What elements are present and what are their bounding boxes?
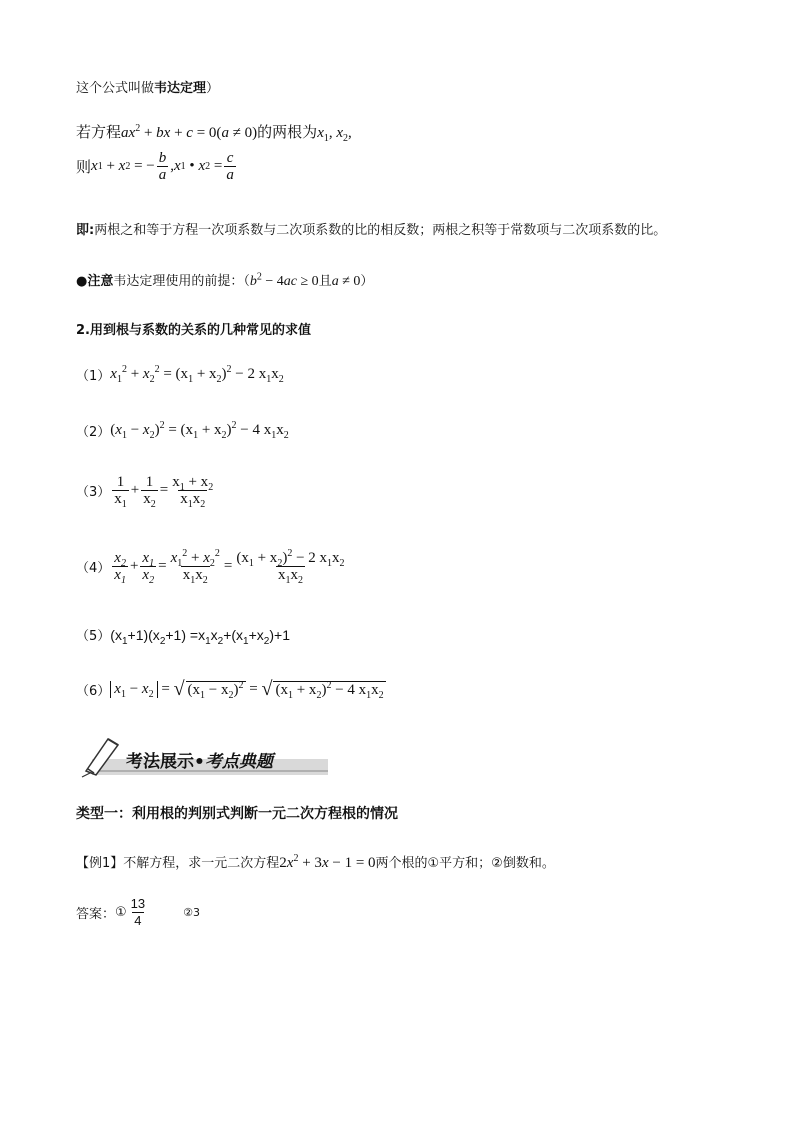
then-label: 则 (76, 158, 92, 176)
intro-suffix: ） (206, 81, 220, 96)
note-label: 注意 (87, 274, 114, 289)
answer-line (76, 896, 200, 929)
theorem-line-2 (76, 150, 238, 183)
item-number: （3） (76, 485, 111, 500)
banner-text-1: 考法展示 (126, 752, 194, 772)
item-number: （4） (76, 561, 111, 576)
bullet-icon: ● (76, 274, 88, 289)
formula-item-2 (76, 421, 289, 440)
formula-3: $\frac{1}{x_1}$ + $\frac{1}{x_2}$ = $\frac{x_1 + x_2}{x_1x_2}$ (114, 474, 214, 510)
banner-title (126, 747, 273, 772)
and-text: 且 (318, 274, 332, 289)
banner-dot: • (194, 752, 205, 772)
answer-value-2: 3 (193, 906, 201, 919)
quadratic-equation: $ax^2$ + bx + c = 0(a ≠ 0) (121, 123, 258, 141)
banner-text-2: 考点典题 (204, 752, 273, 772)
item-number: （2） (76, 425, 111, 440)
theorem-prefix: 若方程 (76, 123, 122, 141)
formula-6: $x_1 - x_2$ = √ $(x_1 - x_2)^2$ = √ $(x_1 + x_2)^2 - 4$ $x_1x_2$ (110, 678, 385, 701)
theorem-line-1 (76, 121, 352, 142)
example-1 (76, 852, 555, 872)
example-suffix: 两个根的①平方和；②倒数和。 (375, 856, 555, 871)
explanation-label: 即: (76, 223, 95, 238)
formula-5: $(x_1+1)(x_2+1) =x_1x_2+(x_1+x_2)+1$ (110, 626, 290, 647)
example-equation: $2x^2 + 3x - 1 = 0$ (279, 853, 376, 871)
intro-prefix: 这个公式叫做 (76, 81, 155, 96)
nonzero-condition: a ≠ 0 (331, 274, 361, 289)
note-line (76, 270, 373, 290)
theorem-suffix: 的两根为 (257, 123, 318, 141)
answer-fraction (129, 896, 147, 929)
formula-item-5 (76, 625, 290, 647)
formula-item-4 (76, 548, 349, 586)
formula-2: $(x_1 - x_2)^2 = (x_1 + x_2)^2 - 4$ $x_1x_2$ (110, 420, 289, 441)
intro-line (76, 77, 219, 96)
section-2-title: 2.用到根与系数的关系的几种常见的求值 (76, 323, 311, 338)
example-prefix: 不解方程，求一元二次方程 (123, 856, 280, 871)
section-banner (78, 733, 334, 779)
vieta-formulas: x 1 + x 2 = − $\frac{b}{a}$ , x 1 • x 2 = $\frac{c}{a}$ (91, 150, 234, 183)
answer-label: 答案： (76, 907, 116, 922)
theorem-name: 韦达定理 (154, 81, 207, 96)
explanation-text: 两根之和等于方程一次项系数与二次项系数的比的相反数；两根之积等于常数项与二次项系数的比。 (94, 223, 667, 238)
answer-numerator: 13 (130, 896, 146, 911)
formula-1: $x_1^2 + x_2^2 = (x_1 + x_2)^2 - 2$ $x_1x_2$ (110, 364, 284, 385)
explanation-line (76, 219, 666, 238)
item-number: （1） (76, 369, 111, 384)
type-1-title: 类型一：利用根的判别式判断一元二次方程根的情况 (76, 806, 398, 822)
answer-circled-2: ② (183, 906, 194, 919)
item-number: （6） (76, 684, 111, 699)
roots-symbols: $x_1$, $x_2$, (317, 125, 352, 144)
item-number: （5） (76, 629, 111, 644)
formula-item-3 (76, 474, 217, 510)
example-label: 【例1】 (76, 856, 124, 871)
answer-denominator: 4 (134, 913, 142, 928)
note-close: ） (360, 274, 374, 289)
formula-item-6 (76, 678, 386, 701)
discriminant-condition: $b^2 - 4ac \ge 0$ (249, 271, 319, 289)
note-text: 韦达定理使用的前提：（ (113, 274, 250, 289)
formula-item-1 (76, 365, 284, 384)
formula-4: $\frac{x_2}{x_1}$ + $\frac{x_1}{x_2}$ = $\frac{x_1^2 + x_2^2}{x_1x_2}$ = $\frac{(x_1 + x_2)^2 - 2 x_1x_2}{x_1x_2}$ (114, 548, 345, 586)
answer-circled-1: ① (115, 905, 127, 920)
